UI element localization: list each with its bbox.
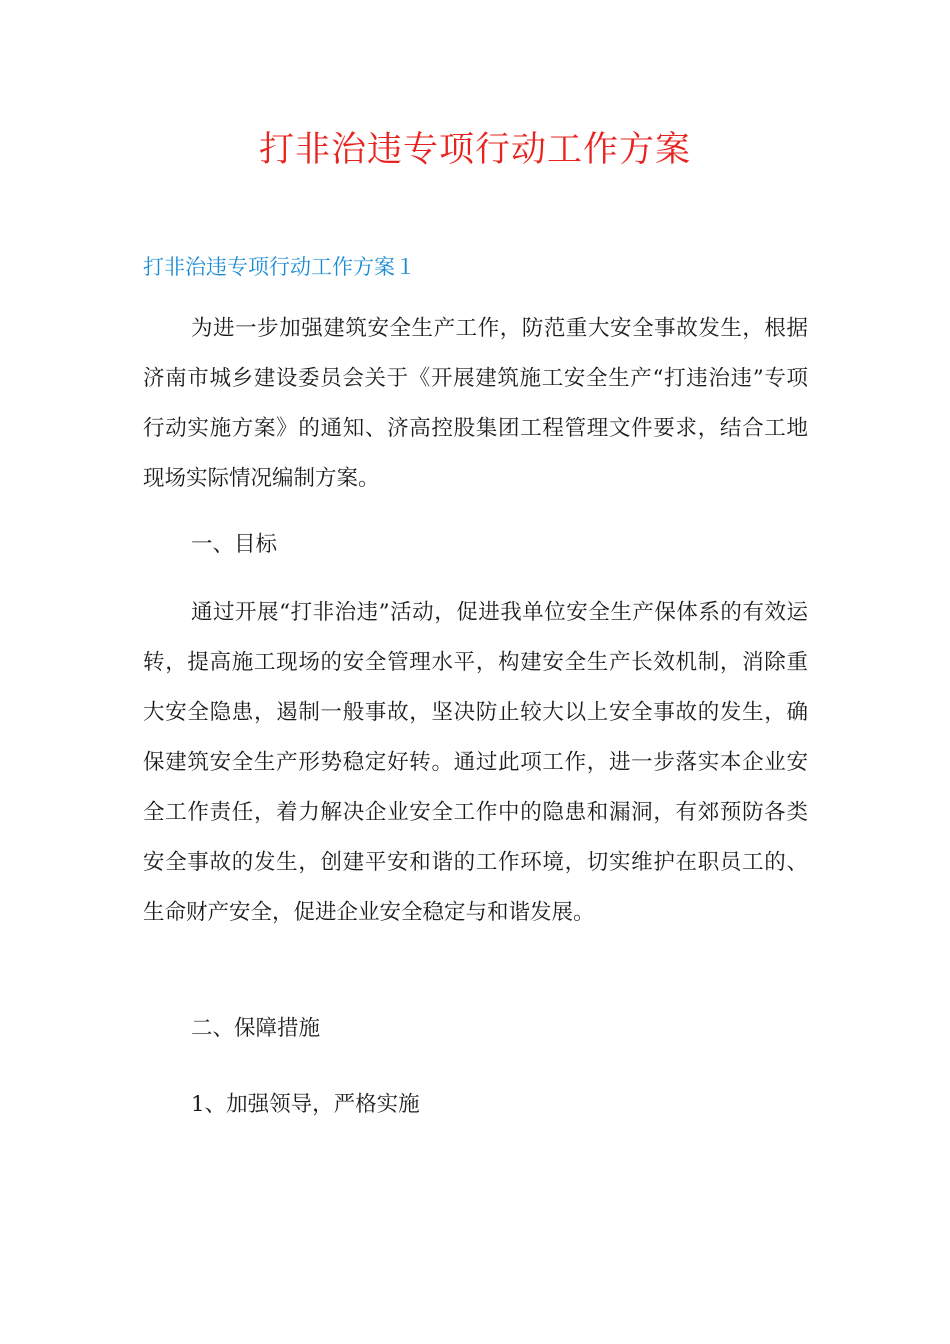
leadership-heading: 1、加强领导，严格实施 (191, 1092, 420, 1117)
measures-heading: 二、保障措施 (191, 1016, 321, 1041)
intro-paragraph: 为进一步加强建筑安全生产工作，防范重大安全事故发生，根据济南市城乡建设委员会关于《开展建筑施工安全生产“打违治违”专项行动实施方案》的通知、济高控股集团工程管理文件要求，结合工地现场实际情况编制方案。 (143, 316, 808, 491)
section-heading: 打非治违专项行动工作方案１ (143, 255, 416, 279)
goal-paragraph: 通过开展“打非治违”活动，促进我单位安全生产保体系的有效运转，提高施工现场的安全管理水平，构建安全生产长效机制，消除重大安全隐患，遏制一般事故，坚决防止较大以上安全事故的发生，确保建筑安全生产形势稳定好转。通过此项工作，进一步落实本企业安全工作责任，着力解决企业安全工作中的隐患和漏洞，有郊预防各类安全事故的发生，创建平安和谐的工作环境，切实维护在职员工的、生命财产安全，促进企业安全稳定与和谐发展。 (143, 600, 808, 925)
document-title: 打非治违专项行动工作方案 (258, 130, 691, 170)
goal-heading: 一、目标 (191, 532, 278, 557)
